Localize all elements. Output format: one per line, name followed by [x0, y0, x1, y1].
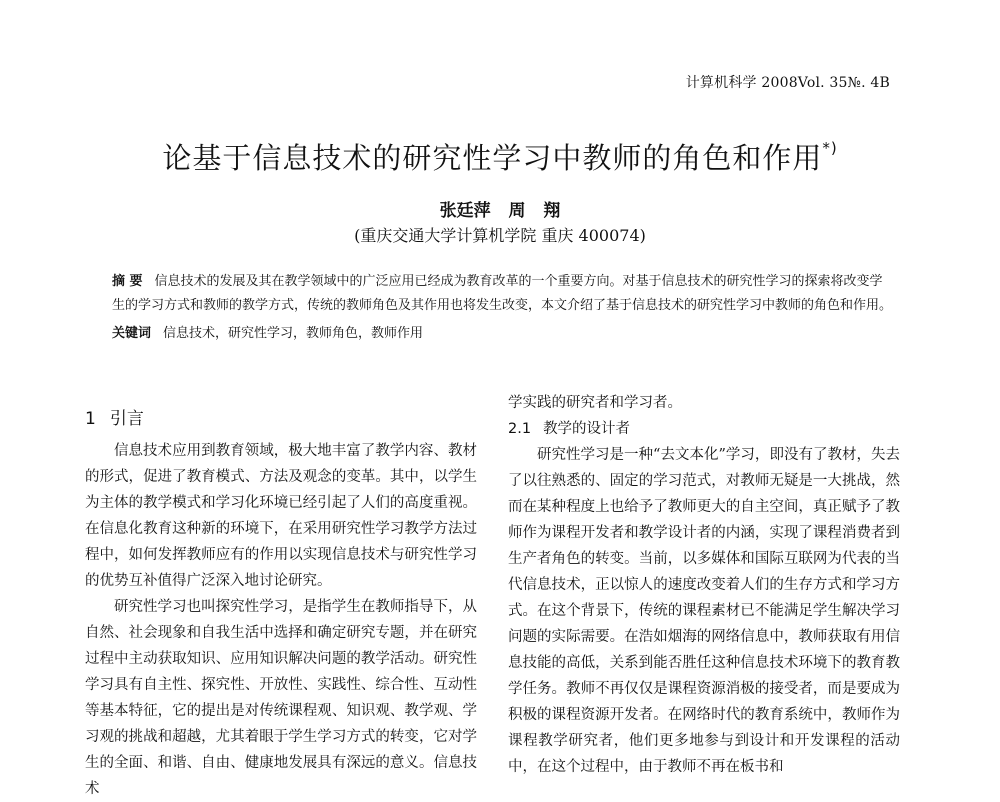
continuation-text: 学实践的研究者和学习者。 — [508, 395, 682, 411]
abstract-block — [112, 270, 892, 346]
subsection-title: 教学的设计者 — [543, 421, 631, 437]
subsection-heading — [508, 416, 900, 442]
right-column — [508, 390, 900, 780]
subsection-number: 2.1 — [508, 421, 532, 437]
keywords-text: 信息技术，研究性学习，教师角色，教师作用 — [163, 326, 424, 341]
keywords-label: 关键词 — [112, 326, 152, 341]
left-column — [85, 438, 477, 802]
abstract-text: 信息技术的发展及其在教学领域中的广泛应用已经成为教育改革的一个重要方向。对基于信息技术的研究性学习的探索将改变学生的学习方式和教师的教学方式，传统的教师角色及其作用也将发生改变，本文介绍了基于信息技术的研究性学习中教师的角色和作用。 — [112, 274, 893, 313]
paper-title-text: 论基于信息技术的研究性学习中教师的角色和作用 — [162, 141, 823, 175]
body-paragraph: 研究性学习是一种“去文本化”学习，即没有了教材，失去了以往熟悉的、固定的学习范式，对教师无疑是一大挑战，然而在某种程度上也给予了教师更大的自主空间，真正赋予了教师作为课程开发者和教学设计者的内涵，实现了课程消费者到生产者角色的转变。当前，以多媒体和国际互联网为代表的当代信息技术，正以惊人的速度改变着人们的生存方式和学习方式。在这个背景下，传统的课程素材已不能满足学生解决学习问题的实际需要。在浩如烟海的网络信息中，教师获取有用信息技能的高低，关系到能否胜任这种信息技术环境下的教育教学任务。教师不再仅仅是课程资源消极的接受者，而是要成为积极的课程资源开发者。在网络时代的教育系统中，教师作为课程教学研究者，他们更多地参与到设计和开发课程的活动中，在这个过程中，由于教师不再在板书和 — [508, 447, 900, 775]
body-paragraph: 研究性学习也叫探究性学习，是指学生在教师指导下，从自然、社会现象和自我生活中选择和确定研究专题，并在研究过程中主动获取知识、应用知识解决问题的教学活动。研究性学习具有自主性、探究性、开放性、实践性、综合性、互动性等基本特征，它的提出是对传统课程观、知识观、教学观、学习观的挑战和超越，尤其着眼于学生学习方式的转变，它对学生的全面、和谐、自由、健康地发展具有深远的意义。信息技术 — [85, 599, 477, 797]
body-paragraph: 信息技术应用到教育领域，极大地丰富了教学内容、教材的形式，促进了教育模式、方法及观念的变革。其中，以学生为主体的教学模式和学习化环境已经引起了人们的高度重视。在信息化教育这种新的环境下，在采用研究性学习教学方法过程中，如何发挥教师应有的作用以实现信息技术与研究性学习的优势互补值得广泛深入地讨论研究。 — [85, 443, 477, 589]
section-number: 1 — [85, 409, 96, 429]
abstract-label: 摘 要 — [112, 274, 143, 289]
affiliation: (重庆交通大学计算机学院 重庆 400074) — [354, 226, 646, 245]
keywords — [112, 322, 892, 346]
abstract — [112, 270, 892, 318]
authors: 张廷萍 周 翔 — [439, 201, 561, 221]
paper-title — [0, 136, 1000, 177]
journal-info: 计算机科学 2008Vol. 35№. 4B — [685, 75, 890, 91]
title-footnote-mark: *) — [822, 139, 838, 158]
section-heading — [85, 404, 158, 429]
section-title: 引言 — [109, 409, 144, 429]
